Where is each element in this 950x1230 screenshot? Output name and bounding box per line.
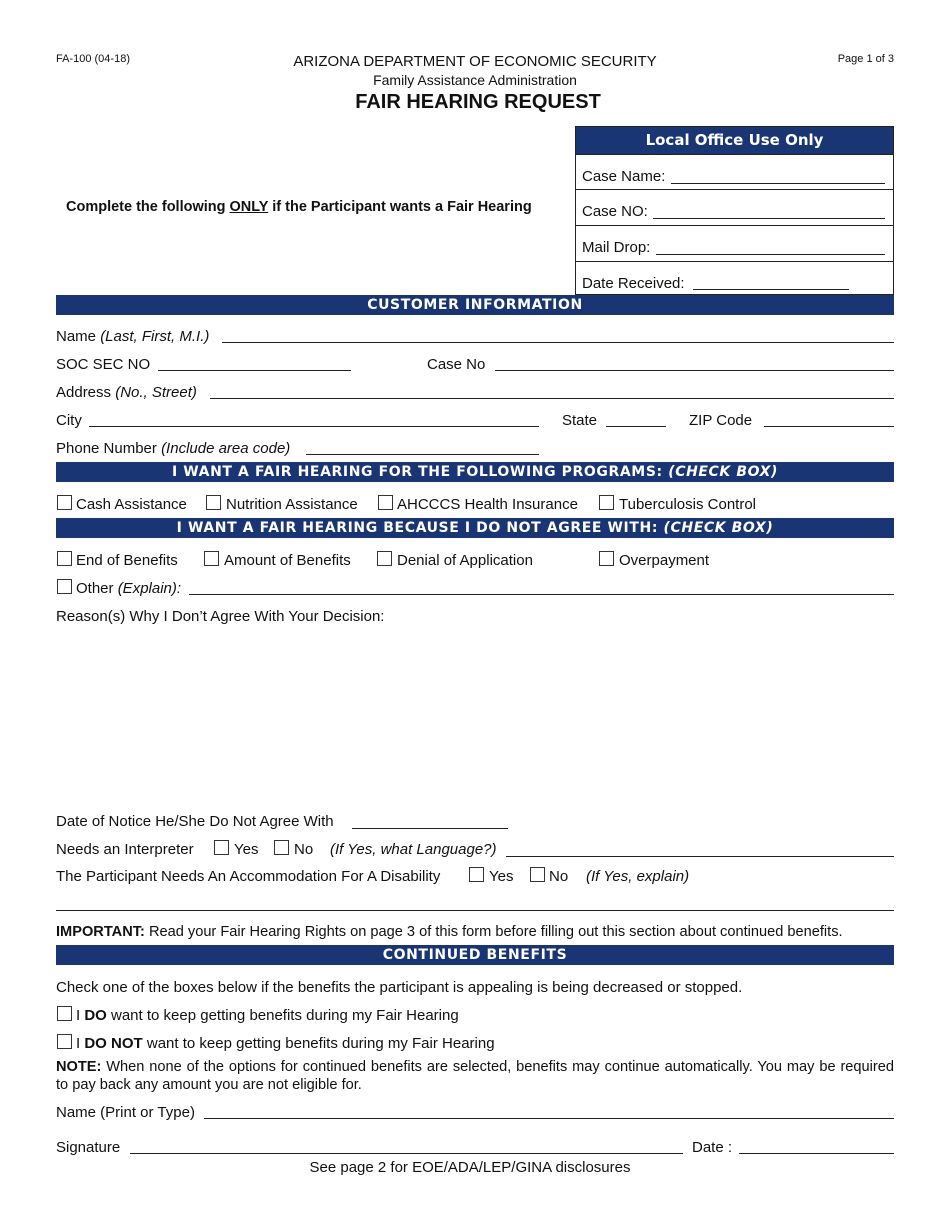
print-name-label: Name (Print or Type) bbox=[56, 1104, 195, 1121]
phone-label: Phone Number (Include area code) bbox=[56, 440, 291, 457]
office-heading: Local Office Use Only bbox=[576, 127, 893, 154]
accommodation-yes-label: Yes bbox=[489, 868, 514, 885]
programs-heading: I WANT A FAIR HEARING FOR THE FOLLOWING PROGRAMS: (CHECK BOX) bbox=[56, 462, 894, 482]
overpayment-checkbox[interactable] bbox=[599, 551, 614, 566]
nutrition-assistance-checkbox[interactable] bbox=[206, 495, 221, 510]
interpreter-language-field[interactable] bbox=[506, 856, 894, 857]
continue-benefits-yes-checkbox[interactable] bbox=[57, 1006, 72, 1021]
page-title: FAIR HEARING REQUEST bbox=[355, 91, 601, 113]
continued-instruction: Check one of the boxes below if the benefits the participant is appealing is being decreased or stopped. bbox=[56, 979, 743, 996]
continued-benefits-heading: CONTINUED BENEFITS bbox=[56, 945, 894, 965]
other-checkbox[interactable] bbox=[57, 579, 72, 594]
zip-label: ZIP Code bbox=[689, 412, 753, 429]
office-date-received-row: Date Received: bbox=[576, 261, 893, 296]
denial-of-application-checkbox[interactable] bbox=[377, 551, 392, 566]
city-field[interactable] bbox=[89, 426, 539, 427]
form-number: FA-100 (04-18) bbox=[56, 53, 130, 65]
address-field[interactable] bbox=[210, 398, 894, 399]
local-office-box bbox=[575, 126, 894, 295]
accommodation-yes-checkbox[interactable] bbox=[469, 867, 484, 882]
continue-benefits-no-label: I DO NOT want to keep getting benefits during my Fair Hearing bbox=[76, 1035, 495, 1052]
footer-disclosures: See page 2 for EOE/ADA/LEP/GINA disclosures bbox=[309, 1159, 631, 1176]
amount-of-benefits-label: Amount of Benefits bbox=[224, 552, 351, 569]
notice-date-field[interactable] bbox=[352, 828, 508, 829]
interpreter-label: Needs an Interpreter bbox=[56, 841, 194, 858]
accommodation-explain-field[interactable] bbox=[56, 910, 894, 911]
cash-assistance-label: Cash Assistance bbox=[76, 496, 187, 513]
notice-date-label: Date of Notice He/She Do Not Agree With bbox=[56, 813, 334, 830]
continue-benefits-no-checkbox[interactable] bbox=[57, 1034, 72, 1049]
denial-of-application-label: Denial of Application bbox=[397, 552, 533, 569]
continue-benefits-yes-label: I DO want to keep getting benefits during my Fair Hearing bbox=[76, 1007, 459, 1024]
office-case-name-row: Case Name: bbox=[576, 154, 893, 189]
case-no-field[interactable] bbox=[495, 370, 894, 371]
office-mail-drop-field[interactable] bbox=[656, 254, 885, 255]
division-name: Family Assistance Administration bbox=[373, 72, 577, 88]
phone-field[interactable] bbox=[306, 454, 539, 455]
ahcccs-label: AHCCCS Health Insurance bbox=[397, 496, 578, 513]
agency-name: ARIZONA DEPARTMENT OF ECONOMIC SECURITY bbox=[293, 53, 657, 70]
state-field[interactable] bbox=[606, 426, 666, 427]
office-case-no-row: Case NO: bbox=[576, 189, 893, 226]
interpreter-yes-label: Yes bbox=[234, 841, 259, 858]
date-label: Date : bbox=[692, 1139, 733, 1156]
accommodation-no-label: No bbox=[549, 868, 569, 885]
reasons-textarea[interactable] bbox=[56, 628, 894, 808]
date-field[interactable] bbox=[739, 1153, 894, 1154]
cash-assistance-checkbox[interactable] bbox=[57, 495, 72, 510]
interpreter-no-checkbox[interactable] bbox=[274, 840, 289, 855]
name-label: Name (Last, First, M.I.) bbox=[56, 328, 210, 345]
disagree-heading: I WANT A FAIR HEARING BECAUSE I DO NOT AGREE WITH: (CHECK BOX) bbox=[56, 518, 894, 538]
ssn-field[interactable] bbox=[158, 370, 351, 371]
zip-field[interactable] bbox=[764, 426, 894, 427]
interpreter-yes-checkbox[interactable] bbox=[214, 840, 229, 855]
accommodation-hint: (If Yes, explain) bbox=[586, 868, 690, 885]
ahcccs-checkbox[interactable] bbox=[378, 495, 393, 510]
amount-of-benefits-checkbox[interactable] bbox=[204, 551, 219, 566]
office-case-name-field[interactable] bbox=[671, 183, 885, 184]
case-no-label: Case No bbox=[427, 356, 486, 373]
tuberculosis-label: Tuberculosis Control bbox=[619, 496, 756, 513]
nutrition-assistance-label: Nutrition Assistance bbox=[226, 496, 358, 513]
office-case-no-field[interactable] bbox=[653, 218, 885, 219]
overpayment-label: Overpayment bbox=[619, 552, 710, 569]
name-field[interactable] bbox=[222, 342, 894, 343]
end-of-benefits-label: End of Benefits bbox=[76, 552, 178, 569]
signature-field[interactable] bbox=[130, 1153, 683, 1154]
page-number: Page 1 of 3 bbox=[837, 53, 894, 65]
interpreter-hint: (If Yes, what Language?) bbox=[330, 841, 497, 858]
customer-info-heading: CUSTOMER INFORMATION bbox=[56, 295, 894, 315]
office-date-received-field[interactable] bbox=[693, 289, 849, 290]
note-text: NOTE: When none of the options for continued benefits are selected, benefits may continue automatically. You may be required to pay back any amount you are not eligible for. bbox=[56, 1059, 894, 1093]
tuberculosis-checkbox[interactable] bbox=[599, 495, 614, 510]
end-of-benefits-checkbox[interactable] bbox=[57, 551, 72, 566]
address-label: Address (No., Street) bbox=[56, 384, 197, 401]
important-notice: IMPORTANT: Read your Fair Hearing Rights on page 3 of this form before filling out this section about continued benefits. bbox=[56, 924, 843, 940]
accommodation-no-checkbox[interactable] bbox=[530, 867, 545, 882]
reasons-label: Reason(s) Why I Don’t Agree With Your Decision: bbox=[56, 608, 385, 625]
state-label: State bbox=[562, 412, 598, 429]
other-explain-field[interactable] bbox=[189, 594, 894, 595]
other-label: Other (Explain): bbox=[76, 580, 182, 597]
print-name-field[interactable] bbox=[204, 1118, 894, 1119]
intro-instruction: Complete the following ONLY if the Participant wants a Fair Hearing bbox=[66, 199, 532, 215]
ssn-label: SOC SEC NO bbox=[56, 356, 151, 373]
signature-label: Signature bbox=[56, 1139, 121, 1156]
city-label: City bbox=[56, 412, 82, 429]
interpreter-no-label: No bbox=[294, 841, 314, 858]
accommodation-label: The Participant Needs An Accommodation For A Disability bbox=[56, 868, 441, 885]
office-mail-drop-row: Mail Drop: bbox=[576, 225, 893, 262]
